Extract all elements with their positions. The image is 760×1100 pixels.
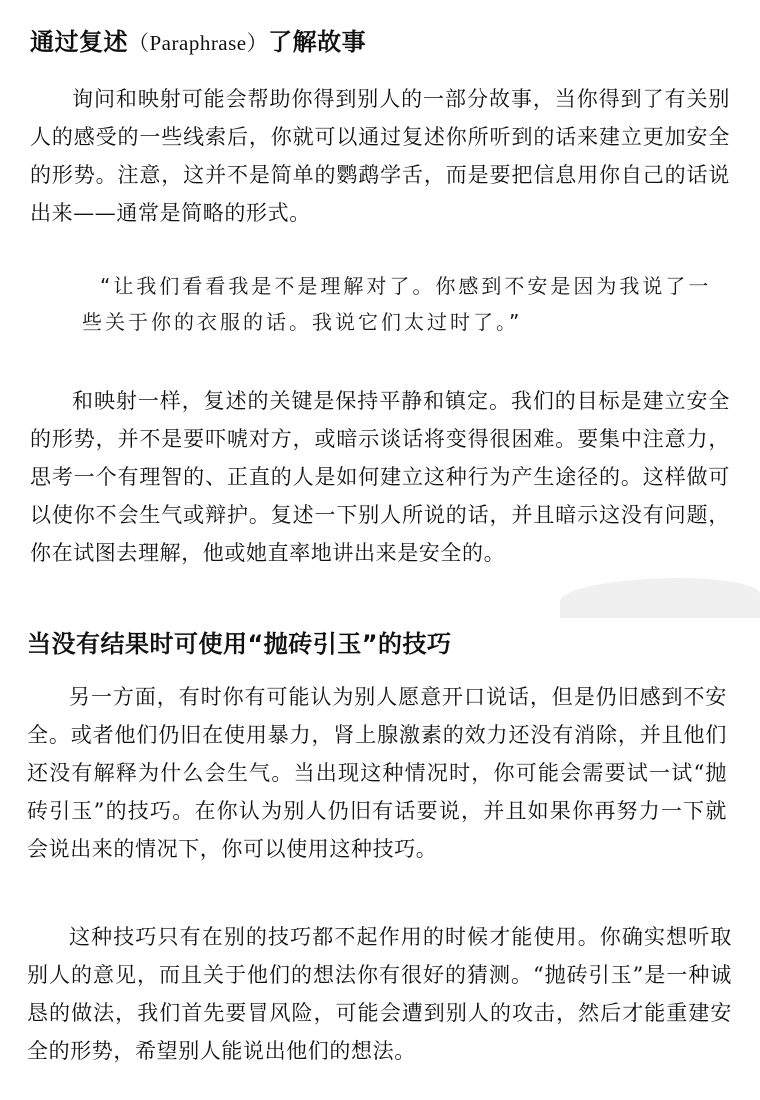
scan-smudge xyxy=(560,578,760,618)
heading-text-latin: （Paraphrase） xyxy=(128,31,269,55)
heading-text-part2: 了解故事 xyxy=(268,28,367,56)
paragraph-paraphrase-key: 和映射一样，复述的关键是保持平静和镇定。我们的目标是建立安全的形势，并不是要吓唬对方，或暗示谈话将变得很困难。要集中注意力，思考一个有理智的、正直的人是如何建立这种行为产生途径的。这样做可以使你不会生气或辩护。复述一下别人所说的话，并且暗示这没有问题，你在试图去理解，他或她直率地讲出来是安全的。 xyxy=(30,389,730,565)
paragraph-prime-situation: 另一方面，有时你有可能认为别人愿意开口说话，但是仍旧感到不安全。或者他们仍旧在使用暴力，肾上腺激素的效力还没有消除，并且他们还没有解释为什么会生气。当出现这种情况时，你可能会需要试一试“抛砖引玉”的技巧。在你认为别人仍旧有话要说，并且如果你再努力一下就会说出来的情况下，你可以使用这种技巧。 xyxy=(27,685,727,861)
quote-example: “让我们看看我是不是理解对了。你感到不安是因为我说了一些关于你的衣服的话。我说它们太过时了。” xyxy=(82,274,712,334)
heading-text-part1: 通过复述 xyxy=(30,28,128,56)
section-heading-paraphrase xyxy=(30,26,366,59)
section-heading-prime: 当没有结果时可使用“抛砖引玉”的技巧 xyxy=(27,630,452,658)
paragraph-paraphrase-intro: 询问和映射可能会帮助你得到别人的一部分故事，当你得到了有关别人的感受的一些线索后，你就可以通过复述你所听到的话来建立更加安全的形势。注意，这并不是简单的鹦鹉学舌，而是要把信息用你自己的话说出来——通常是简略的形式。 xyxy=(30,87,730,225)
paragraph-prime-usage: 这种技巧只有在别的技巧都不起作用的时候才能使用。你确实想听取别人的意见，而且关于他们的想法你有很好的猜测。“抛砖引玉”是一种诚恳的做法，我们首先要冒风险，可能会遭到别人的攻击，然后才能重建安全的形势，希望别人能说出他们的想法。 xyxy=(27,925,732,1063)
